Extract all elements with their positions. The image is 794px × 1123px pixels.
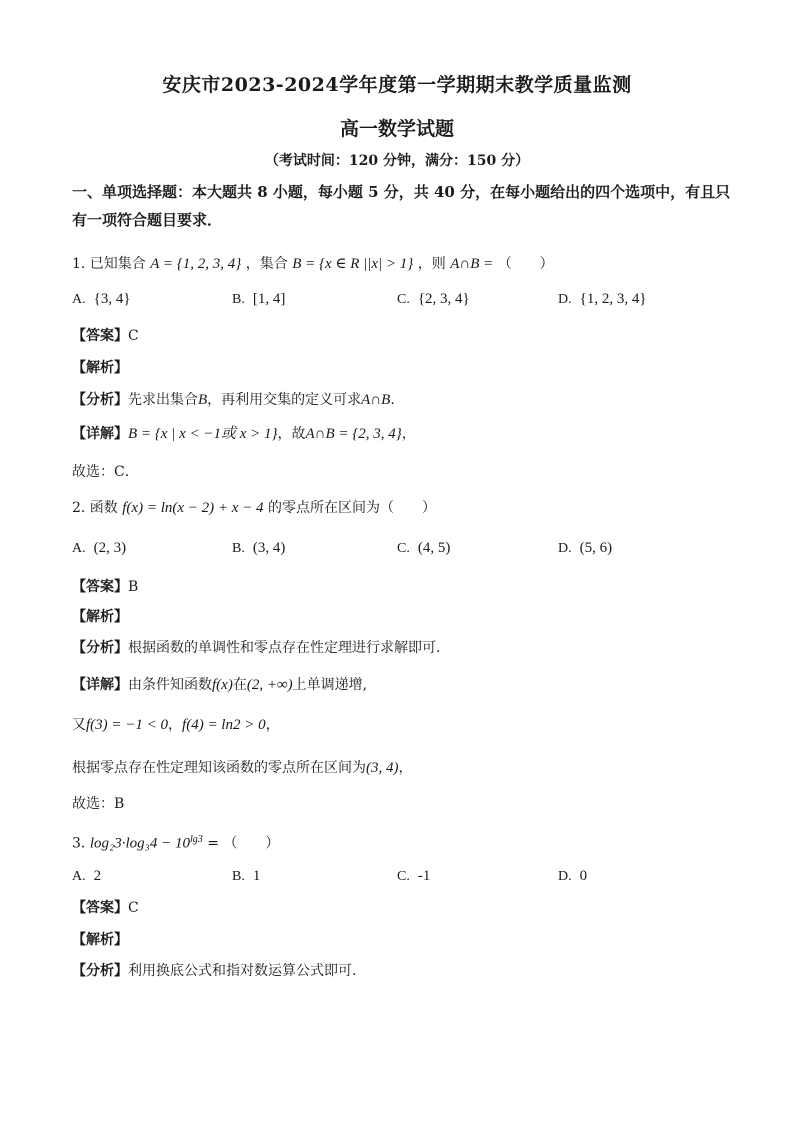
question-3-options [72, 868, 732, 890]
option-c[interactable]: C. {2, 3, 4} [397, 291, 470, 307]
analysis-line: 【分析】先求出集合B，再利用交集的定义可求A∩B. [72, 392, 395, 408]
exam-subtitle: 高一数学试题 [339, 118, 454, 140]
intersection-expr: A∩B = [450, 256, 494, 272]
option-a[interactable]: A. {3, 4} [72, 291, 131, 307]
question-1-options [72, 291, 732, 313]
analysis-heading: 【解析】 [72, 609, 128, 625]
exam-info: （考试时间：120 分钟，满分：150 分） [264, 153, 530, 169]
log-expr: log₂3·log₃4 − 10 [89, 835, 190, 852]
section-heading: 一、单项选择题：本大题共 8 小题，每小题 5 分，共 40 分，在每小题给出的四个选项中，有且只有一项符合题目要求． [72, 183, 731, 229]
analysis-line: 【分析】利用换底公式和指对数运算公式即可. [72, 963, 357, 979]
exam-title: 安庆市2023-2024学年度第一学期期末教学质量监测 [162, 74, 632, 96]
option-b[interactable]: B. [1, 4] [232, 291, 286, 307]
detail-line-2: 又f(3) = −1 < 0，f(4) = ln2 > 0， [72, 717, 280, 733]
question-3-stem: 3. $\log_23\cdot\log_34 - 10^{lg3}$ = （ ） [72, 834, 280, 852]
answer-line: 【答案】C [72, 900, 139, 916]
analysis-heading: 【解析】 [72, 932, 128, 948]
conclusion-line: 故选：C． [72, 464, 139, 480]
option-a[interactable]: A. 2 [72, 868, 102, 884]
option-a[interactable]: A. (2, 3) [72, 540, 127, 556]
option-c[interactable]: C. (4, 5) [397, 540, 451, 556]
detail-line-3: 根据零点存在性定理知该函数的零点所在区间为(3, 4)， [72, 760, 413, 776]
analysis-line: 【分析】根据函数的单调性和零点存在性定理进行求解即可. [72, 640, 441, 656]
analysis-heading: 【解析】 [72, 360, 128, 376]
function-expr: f(x) = ln(x − 2) + x − 4 [122, 500, 264, 516]
detail-line: 【详解】由条件知函数f(x)在(2, +∞)上单调递增, [72, 677, 368, 693]
conclusion-line: 故选：B [72, 796, 125, 812]
exponent: lg3 [189, 834, 203, 845]
option-d[interactable]: D. 0 [558, 868, 588, 884]
answer-line: 【答案】C [72, 328, 139, 344]
answer-line: 【答案】B [72, 579, 139, 595]
question-2-stem: 2. 函数 f(x) = ln(x − 2) + x − 4 的零点所在区间为（ ） [72, 500, 436, 516]
option-d[interactable]: D. {1, 2, 3, 4} [558, 291, 647, 307]
option-d[interactable]: D. (5, 6) [558, 540, 613, 556]
question-1-stem: 1. 已知集合 A = {1, 2, 3, 4} ，集合 B = {x ∈ R ||x| > 1} ，则 A∩B = （ ） [72, 256, 554, 272]
set-a-expr: A = {1, 2, 3, 4} [150, 256, 242, 272]
option-b[interactable]: B. 1 [232, 868, 261, 884]
option-b[interactable]: B. (3, 4) [232, 540, 286, 556]
detail-line: 【详解】B = {x | x < −1或 x > 1}，故A∩B = {2, 3, 4}， [72, 426, 416, 442]
set-b-expr: B = {x ∈ R ||x| > 1} [292, 256, 414, 272]
option-c[interactable]: C. -1 [397, 868, 431, 884]
question-2-options [72, 540, 732, 562]
